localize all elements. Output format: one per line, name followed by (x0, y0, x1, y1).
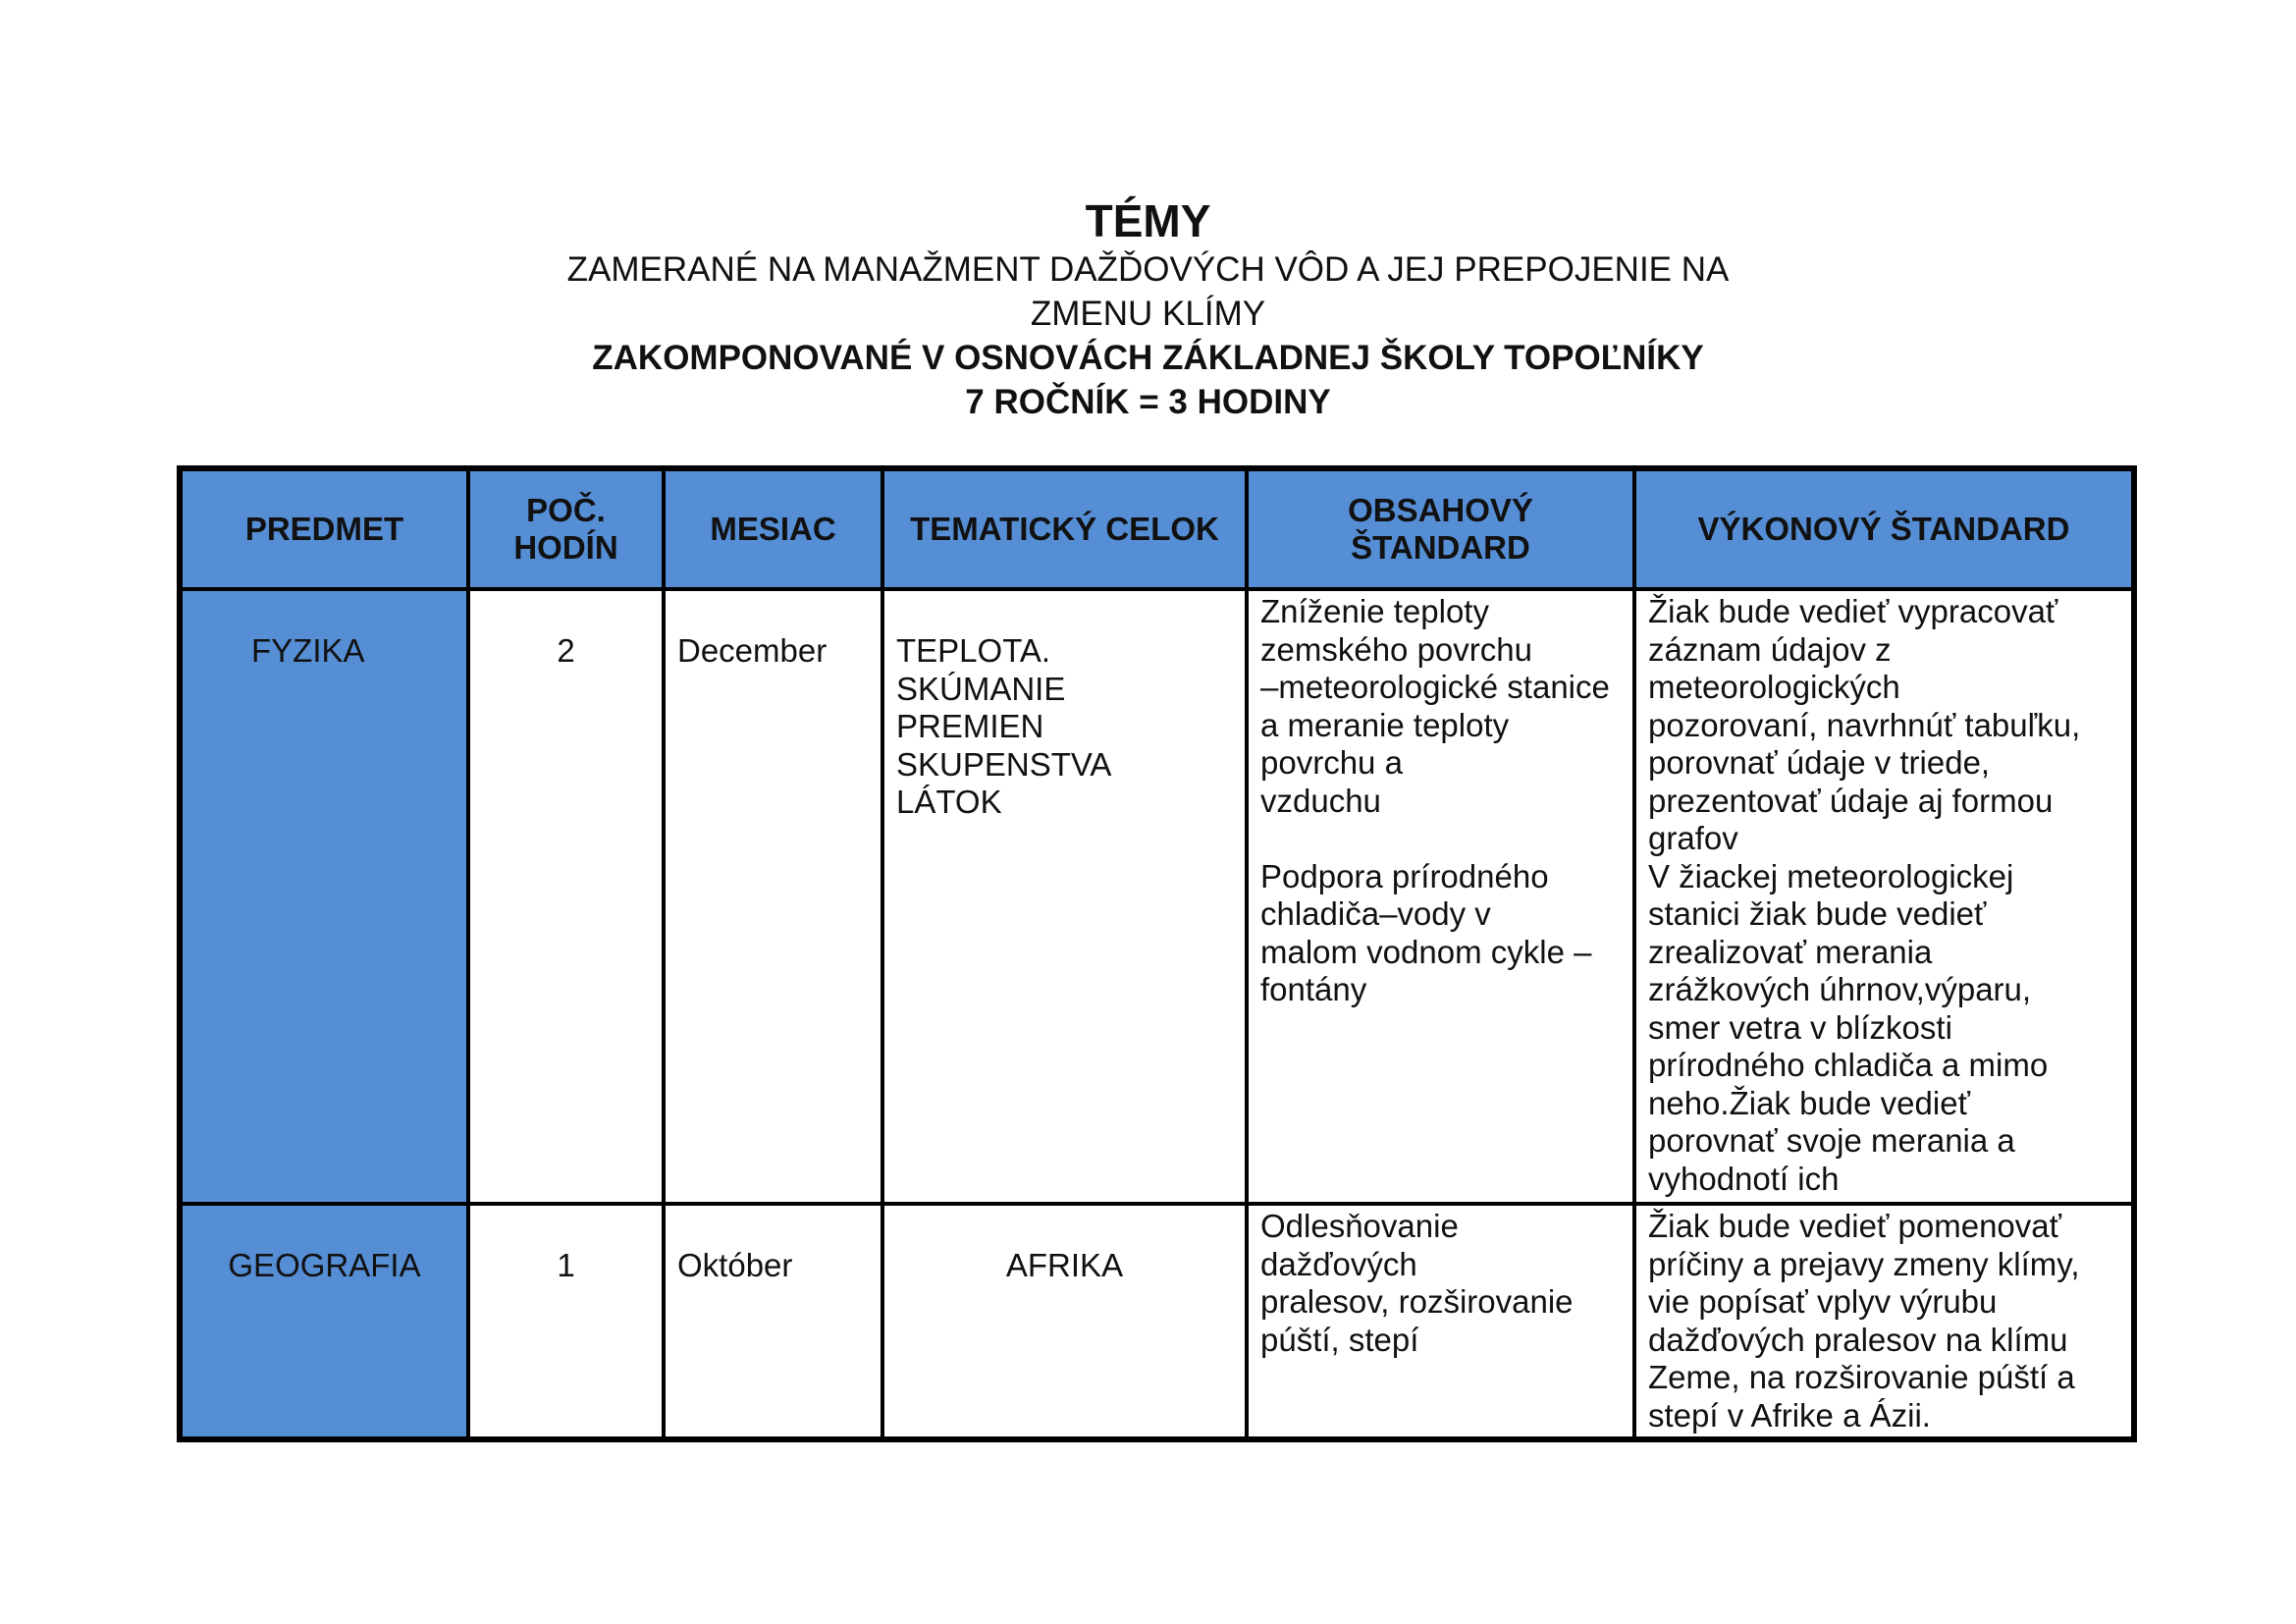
content-standard-cell: Odlesňovanie dažďových pralesov, rozširovanie púští, stepí (1247, 1204, 1634, 1439)
document-title: TÉMY (1085, 195, 1211, 246)
header-content-standard: OBSAHOVÝ ŠTANDARD (1247, 468, 1634, 589)
header-month: MESIAC (664, 468, 882, 589)
table-header-row (180, 468, 2134, 589)
performance-standard-cell: Žiak bude vedieť vypracovať záznam údajov z meteorologických pozorovaní, navrhnúť tabuľku, porovnať údaje v triede, prezentovať údaje aj formou grafov V žiackej meteorologickej stanici žiak bude vedieť zrealizovať merania zrážkových úhrnov,výparu, smer vetra v blízkosti prírodného chladiča a mimo neho.Žiak bude vedieť porovnať svoje merania a vyhodnotí ich (1634, 589, 2134, 1204)
header-performance-standard: VÝKONOVÝ ŠTANDARD (1634, 468, 2134, 589)
month-cell: Október (664, 1204, 882, 1439)
thematic-unit-cell: AFRIKA (882, 1204, 1247, 1439)
subject-cell: GEOGRAFIA (180, 1204, 468, 1439)
grade-line: 7 ROČNÍK = 3 HODINY (965, 383, 1331, 421)
performance-standard-cell: Žiak bude vedieť pomenovať príčiny a prejavy zmeny klímy, vie popísať vplyv výrubu dažďových pralesov na klímu Zeme, na rozširovanie púští a stepí v Afrike a Ázii. (1634, 1204, 2134, 1439)
hours-cell: 2 (468, 589, 664, 1204)
table-row (180, 1204, 2134, 1439)
content-standard-cell: Zníženie teploty zemského povrchu –meteorologické stanice a meranie teploty povrchu a vzduchu Podpora prírodného chladiča–vody v malom vodnom cykle – fontány (1247, 589, 1634, 1204)
header-subject: PREDMET (180, 468, 468, 589)
document-heading (0, 194, 2296, 424)
table-row (180, 589, 2134, 1204)
document-subtitle-line-1: ZAMERANÉ NA MANAŽMENT DAŽĎOVÝCH VÔD A JEJ PREPOJENIE NA (566, 250, 1730, 289)
document-subtitle-line-2: ZMENU KLÍMY (1030, 295, 1266, 333)
thematic-unit-cell: TEPLOTA. SKÚMANIE PREMIEN SKUPENSTVA LÁTOK (882, 589, 1247, 1204)
subject-cell: FYZIKA (180, 589, 468, 1204)
header-thematic-unit: TEMATICKÝ CELOK (882, 468, 1247, 589)
hours-cell: 1 (468, 1204, 664, 1439)
header-hours: POČ. HODÍN (468, 468, 664, 589)
month-cell: December (664, 589, 882, 1204)
school-line: ZAKOMPONOVANÉ V OSNOVÁCH ZÁKLADNEJ ŠKOLY TOPOĽNÍKY (592, 339, 1704, 377)
curriculum-table (177, 465, 2137, 1442)
